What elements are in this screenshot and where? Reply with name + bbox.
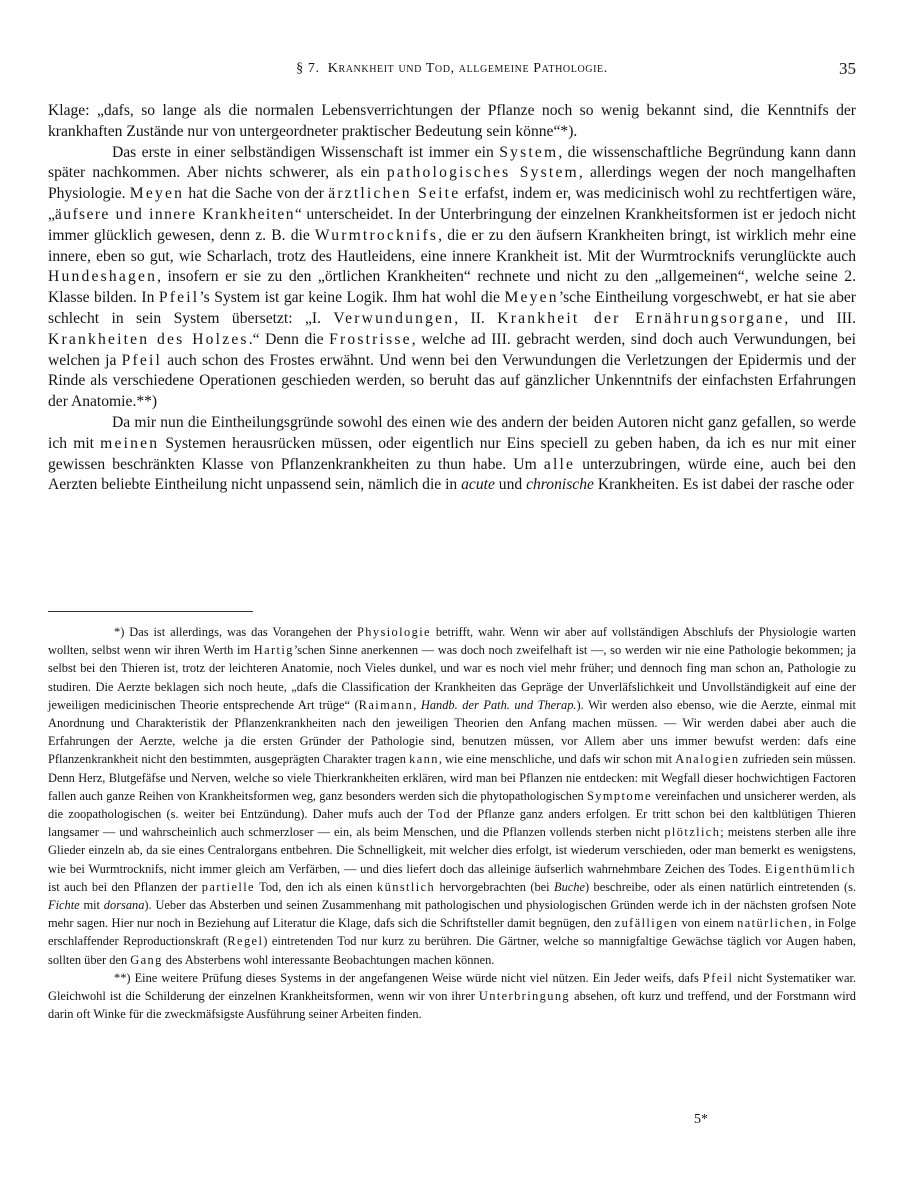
text-run: Analogien <box>675 752 740 767</box>
text-run: ). Ueber das Absterben und seinen Zusammenhang mit pathologischen und physiologischen Gründen werde ich in der nächsten grofsen Note mehr sagen. Hier nur noch in Beziehung auf Literatur die Klage, dafs sich die Schriftsteller damit begnügen, den <box>48 898 856 931</box>
section-title: Krankheit und Tod, allgemeine Pathologie. <box>327 61 608 76</box>
text-run: des Absterbens wohl interessante Beobachtungen machen können. <box>162 952 495 967</box>
text-run: , <box>413 697 421 712</box>
emphasis: acute <box>461 476 495 494</box>
text-run: , insofern er sie zu den „örtlichen Krankheiten“ rechnete und nicht zu den „allgemeinen“, welche seine 2. Klasse bilden. In <box>48 268 856 307</box>
text-run: **) Eine weitere Prüfung dieses Systems in der angefangenen Weise würde nicht viel nützen. Ein Jeder weifs, dafs <box>114 970 703 985</box>
text-run: natürlichen <box>737 916 809 931</box>
page-number: 35 <box>839 59 856 78</box>
text-run: , welche ad III. gebracht werden, sind doch auch Verwundungen, bei welchen ja <box>48 330 857 369</box>
paragraph-1 <box>48 101 856 143</box>
text-run: Pfeil <box>702 970 734 985</box>
paragraph-3 <box>48 413 856 496</box>
text-run: vereinfachen und unsicherer werden, als die zoopathologischen (s. weiter bei Entzündung). Daher mufs auch der <box>48 788 856 822</box>
text-run: Das erste in einer selbständigen Wissenschaft ist immer ein <box>112 143 500 161</box>
signature-mark: 5* <box>694 1112 708 1127</box>
text-run: Unterbringung <box>478 989 571 1004</box>
emphasis: meinen <box>100 434 160 452</box>
emphasis: Verwundungen <box>333 309 455 327</box>
text-run: mit <box>79 898 104 913</box>
text-run: betrifft, wahr. Wenn wir aber auf vollständigen Abschlufs der Physiologie warten wollten, selbst wenn wir ihren Werth im <box>48 625 856 658</box>
text-run: absehen, oft kurz und treffend, und der Forstmann wird darin oft Winke für die zweckmäfsigste Ausführung seiner Arbeiten finden. <box>48 989 856 1022</box>
text-run: Hartig <box>253 643 294 658</box>
emphasis: chronische <box>526 476 594 494</box>
emphasis: System <box>499 143 559 161</box>
author-name: Meyen <box>129 185 185 203</box>
emphasis: pathologisches System <box>386 164 579 182</box>
page-header <box>48 61 856 87</box>
text-run: unterzubringen, würde eine, auch bei den Aerzten beliebte Eintheilung nicht unpassend sein, nämlich die in <box>48 455 857 494</box>
text-run: , in Folge erschlaffender Reproductionskraft ( <box>48 916 856 949</box>
text-run: Symptome <box>586 788 652 803</box>
emphasis: Krankheiten des Holzes <box>48 330 249 348</box>
footnote-1 <box>48 623 856 969</box>
running-title <box>48 61 856 77</box>
text-run: , II. <box>454 309 498 327</box>
section-number: § 7. <box>296 61 320 76</box>
main-text <box>48 101 856 496</box>
author-name: Hundeshagen <box>48 268 158 286</box>
text-run: plötzlich <box>664 825 721 840</box>
emphasis: Wurmtrocknifs <box>314 226 439 244</box>
text-run: , die er zu den äufsern Krankheiten bringt, ist wirklich mehr eine innere, eben so gut, wie Scharlach, trotz des Hautleidens, eine innere Krankheit ist. Mit der Wurmtrocknifs verunglückte auch <box>48 226 857 265</box>
text-run: “ unterscheidet. In der Unterbringung der einzelnen Krankheitsformen ist er jedoch nicht immer glücklich gewesen, denn z. B. die <box>48 205 856 244</box>
text-run: Handb. der Path. und Therap. <box>420 697 577 712</box>
text-run: hervorgebrachten (bei <box>435 879 555 894</box>
author-name: Pfeil <box>158 289 200 307</box>
text-run: nicht Systematiker war. Gleichwohl ist die Schilderung der einzelnen Krankheitsformen, wenn wir von ihrer <box>48 970 857 1004</box>
paragraph-2 <box>48 143 856 413</box>
text-run: Da mir nun die Eintheilungsgründe sowohl des einen wie des andern der beiden Autoren nicht ganz gefallen, so werde ich mit <box>48 413 856 452</box>
text-run: Tod, den ich als einen <box>254 879 378 894</box>
text-run: Eigenthümlich <box>764 861 856 876</box>
text-run: ; meistens sterben alle ihre Glieder einzeln ab, da sie eines Centralorgans entbehren. Die Schnelligkeit, mit welcher dies erfolgt, ist wiederum verschieden, oder man bemerkt es wenigstens, wie bei Wurmtrocknifs, nicht immer gleich am Verfärben, — und dies liefert doch das alleinige äufserlich wahrnehmbare Zeichen des Todes. <box>48 825 856 876</box>
footnote-2 <box>48 969 856 1024</box>
text-run: Gang <box>130 952 163 967</box>
text-run: Tod <box>427 807 452 822</box>
footnotes <box>48 623 856 1023</box>
text-run: zufälligen <box>614 916 679 931</box>
text-run: .“ Denn die <box>248 330 330 348</box>
emphasis: ärztlichen Seite <box>328 185 461 203</box>
text-run: zufrieden sein müssen. Denn Herz, Blutgefäfse und Nerven, welche so viele Thierkrankheiten erklären, wird man bei Pflanzen nie entdecken: mit Wegfall dieser hochwichtigen Factoren fallen auch ganze Reihen von Krankheitsformen weg, ganz besonders werden sich die phytopathologischen <box>48 752 856 803</box>
footnote-separator <box>48 611 253 612</box>
text-run: , und III. <box>784 309 856 327</box>
text-run: Regel <box>227 934 264 949</box>
text-run: dorsana <box>103 898 145 913</box>
text-run: partielle <box>201 879 255 894</box>
text-run: , wie eine menschliche, und dafs wir schon mit <box>438 752 676 767</box>
text-run: hat die Sache von der <box>184 185 329 203</box>
text-run: Physiologie <box>357 625 431 639</box>
text-run: ’schen Sinne anerkennen — was doch noch zweifelhaft ist —, so werden wir nie eine Pathologie bekommen; ja selbst bei den Thieren ist, trotz der leichteren Anatomie, noch Vieles dunkel, und war es noch viel mehr früher; und dennoch fing man schon an, Pathologie zu studiren. Die Aerzte beklagen sich noch heute, „dafs die Classification der Krankheiten das Gepräge der Unverläfslichkeit und Unvollständigkeit auf eine der jeweiligen medicinischen Theorie entsprechende Art trüge“ ( <box>48 643 856 712</box>
text-run: von einem <box>678 916 738 931</box>
text-run: Systemen herausrücken müssen, oder eigentlich nur Eins speciell zu geben haben, da ich es nur mit einer gewissen beschränkten Klasse von Pflanzenkrankheiten zu thun habe. Um <box>48 434 856 473</box>
text-run: erfafst, indem er, was medicinisch wohl zu rechtfertigen wäre, „ <box>48 185 857 223</box>
text-run: Buche <box>554 879 585 894</box>
emphasis: Krankheit der Ernährungsorgane <box>497 309 785 327</box>
author-name: Meyen <box>504 289 559 307</box>
text-run: , die wissenschaftliche Begründung kann dann später nachkommen. Aber nichts schwerer, als ein <box>48 143 856 182</box>
text-run: ’s System ist gar keine Logik. Ihm hat wohl die <box>199 289 505 307</box>
text-run: auch schon des Frostes erwähnt. Und wenn bei den Verwundungen die Verletzungen der Epidermis und der Rinde als verschiedene Operationen geschieden werden, so beruht das auf gänzlicher Unkenntnifs der einfachsten Erfahrungen der Anatomie.**) <box>48 351 856 411</box>
emphasis: äufsere und innere Krankheiten <box>54 205 295 223</box>
text-run: Fichte <box>48 898 80 913</box>
text-run: ). Wir werden also ebenso, wie die Aerzte, einmal mit Anordnung und Charakteristik der Pflanzenkrankheiten nach den jeweiligen Theorien den Anfang machen müssen. — Wir werden dabei aber auch die Erfahrungen der Aerzte, welche ja die ersten Gründer der Pathologie sind, benutzen müssen, vor Allem aber uns immer bewufst werden: dafs eine Pflanzenkrankheit nicht den bestimmten, ausgeprägten Charakter tragen <box>48 697 856 767</box>
emphasis: alle <box>543 455 576 473</box>
emphasis: Frostrisse <box>329 330 412 348</box>
text-run: ) beschreibe, oder als einen natürlich eintretenden (s. <box>585 879 856 894</box>
text-run: der Pflanze ganz anders erfolgen. Er tritt schon bei den kaltblütigen Thieren langsamer — und wahrscheinlich auch schmerzloser — ein, als beim Menschen, und die Pflanzen vollends sterben nicht <box>48 807 856 840</box>
text-run: Krankheiten. Es ist dabei der rasche oder <box>593 476 854 494</box>
text-run: *) Das ist allerdings, was das Vorangehen der <box>114 625 358 639</box>
text-run: Klage: „dafs, so lange als die normalen Lebensverrichtungen der Pflanze noch so wenig bekannt sind, die Kenntnifs der krankhaften Zustände nur von untergeordneter praktischer Bedeutung sein könne“*). <box>48 102 856 140</box>
text-run: und <box>494 476 527 494</box>
text-run: ) eintretenden Tod nur kurz zu berühren. Die Gärtner, welche so mannigfaltige Gewächse täglich vor Augen haben, sollten über den <box>48 934 857 967</box>
text-run: künstlich <box>377 879 436 894</box>
text-run: Raimann <box>358 697 414 712</box>
text-run: ’sche Eintheilung vorgeschwebt, er hat sie aber schlecht in sein System übersetzt: „I. <box>48 289 856 327</box>
text-run: ist auch bei den Pflanzen der <box>48 879 202 894</box>
text-run: , allerdings wegen der noch mangelhaften Physiologie. <box>48 164 856 203</box>
text-run: kann <box>409 752 439 767</box>
author-name: Pfeil <box>121 351 163 369</box>
